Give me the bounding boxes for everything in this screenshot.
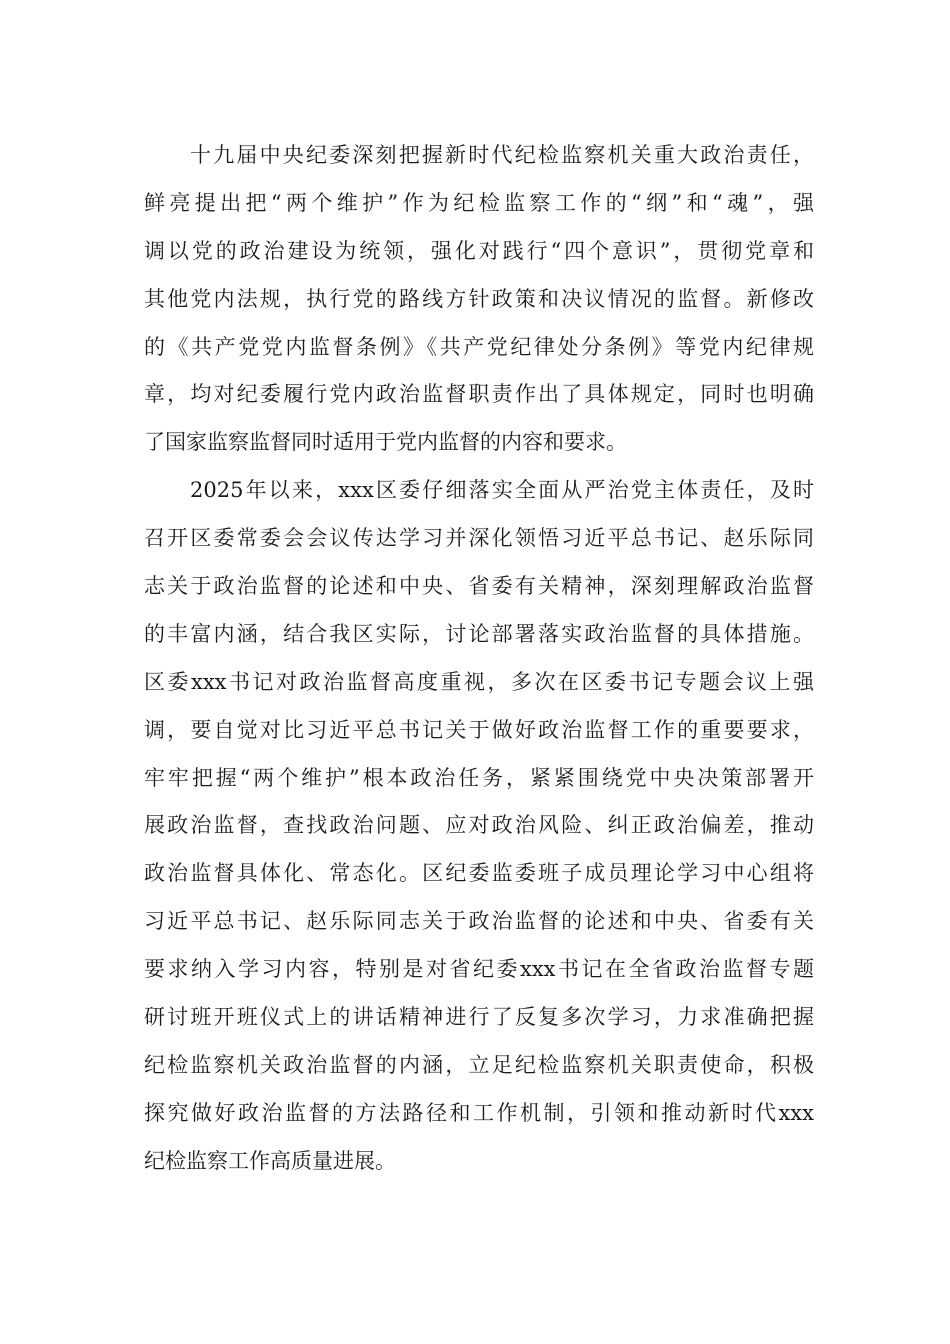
text-line: 的《共产党党内监督条例》《共产党纪律处分条例》等党内纪律规 bbox=[144, 334, 814, 359]
text-line: 区委xxx书记对政治监督高度重视，多次在区委书记专题会议上强 bbox=[144, 669, 814, 694]
document-body bbox=[144, 132, 814, 1186]
text-line: 其他党内法规，执行党的路线方针政策和决议情况的监督。新修改 bbox=[144, 286, 814, 311]
text-line: 志关于政治监督的论述和中央、省委有关精神，深刻理解政治监督 bbox=[144, 574, 814, 599]
text-line: 调，要自觉对比习近平总书记关于做好政治监督工作的重要要求， bbox=[144, 717, 814, 742]
text-line: 召开区委常委会会议传达学习并深化领悟习近平总书记、赵乐际同 bbox=[144, 526, 814, 551]
text-line: 展政治监督，查找政治问题、应对政治风险、纠正政治偏差，推动 bbox=[144, 813, 814, 838]
text-line: 要求纳入学习内容，特别是对省纪委xxx书记在全省政治监督专题 bbox=[144, 957, 814, 982]
text-line: 纪检监察机关政治监督的内涵，立足纪检监察机关职责使命，积极 bbox=[144, 1052, 814, 1077]
text-line: 调以党的政治建设为统领，强化对践行“四个意识”，贯彻党章和 bbox=[144, 238, 814, 263]
text-line: 2025年以来，xxx区委仔细落实全面从严治党主体责任，及时 bbox=[190, 478, 814, 503]
text-line: 章，均对纪委履行党内政治监督职责作出了具体规定，同时也明确 bbox=[144, 382, 814, 407]
text-line: 十九届中央纪委深刻把握新时代纪检监察机关重大政治责任， bbox=[190, 143, 814, 167]
paragraph-1 bbox=[144, 132, 814, 467]
text-line: 研讨班开班仪式上的讲话精神进行了反复多次学习，力求准确把握 bbox=[144, 1005, 814, 1030]
text-line: 牢牢把握“两个维护”根本政治任务，紧紧围绕党中央决策部署开 bbox=[144, 765, 814, 790]
text-line: 了国家监察监督同时适用于党内监督的内容和要求。 bbox=[144, 430, 627, 455]
text-line: 探究做好政治监督的方法路径和工作机制，引领和推动新时代xxx bbox=[144, 1100, 814, 1125]
text-line: 纪检监察工作高质量进展。 bbox=[144, 1148, 396, 1173]
text-line: 的丰富内涵，结合我区实际，讨论部署落实政治监督的具体措施。 bbox=[144, 621, 814, 646]
text-line: 鲜亮提出把“两个维护”作为纪检监察工作的“纲”和“魂”，强 bbox=[144, 190, 814, 215]
paragraph-2 bbox=[144, 467, 814, 1185]
text-line: 政治监督具体化、常态化。区纪委监委班子成员理论学习中心组将 bbox=[144, 861, 814, 886]
text-line: 习近平总书记、赵乐际同志关于政治监督的论述和中央、省委有关 bbox=[144, 909, 814, 934]
